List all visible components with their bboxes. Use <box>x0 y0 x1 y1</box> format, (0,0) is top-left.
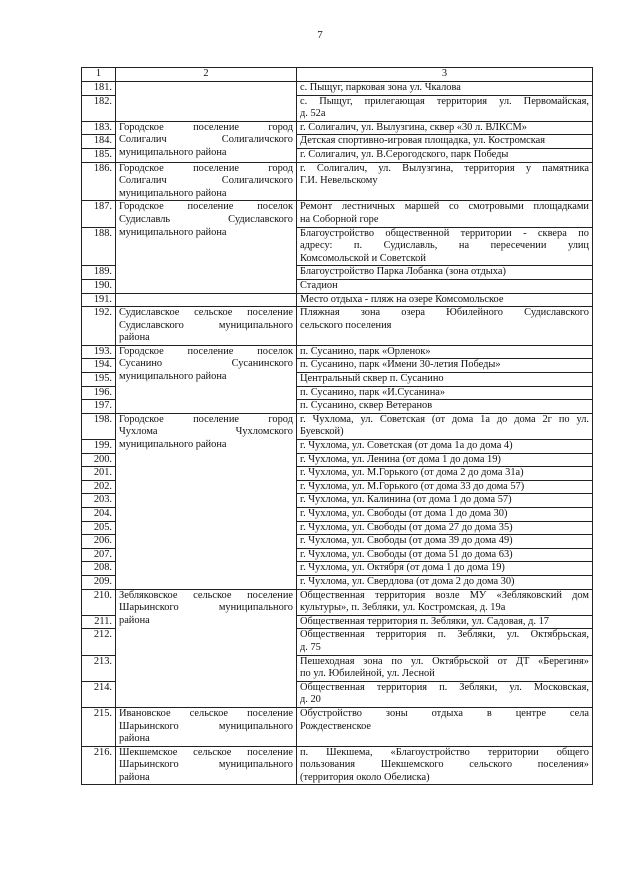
territory-description <box>297 307 593 346</box>
description-line: Ремонт лестничных маршей со смотровыми площадками <box>300 201 589 213</box>
description-line: Общественная территория возле МУ «Зебляковский дом <box>300 589 589 601</box>
description-line: Благоустройство общественной территории - сквера по <box>300 227 589 239</box>
page-number: 7 <box>317 29 323 41</box>
description-line: г. Чухлома, ул. М.Горького (от дома 33 до дома 57) <box>300 480 525 492</box>
territory-description <box>297 386 593 400</box>
row-number: 197. <box>82 400 116 414</box>
territory-description <box>297 508 593 522</box>
description-line: Общественная территория п. Зебляки, ул. Садовая, д. 17 <box>300 615 549 627</box>
territory-description <box>297 135 593 149</box>
municipality-line: Городское поселение поселок <box>119 345 293 357</box>
description-line: (территория около Обелиска) <box>300 771 430 783</box>
territory-description <box>297 95 593 121</box>
municipality-line: Шекшемское сельское поселение <box>119 746 293 758</box>
row-number: 202. <box>82 480 116 494</box>
row-number: 190. <box>82 279 116 293</box>
municipality-cell <box>116 707 297 746</box>
description-line: п. Сусанино, сквер Ветеранов <box>300 400 433 412</box>
territory-description <box>297 293 593 307</box>
description-line: Общественная территория п. Зебляки, ул. Октябрьская, <box>300 629 589 641</box>
row-number: 195. <box>82 373 116 387</box>
municipality-line: Шарьинского муниципального <box>119 720 293 732</box>
municipality-line: муниципального района <box>119 439 227 451</box>
description-line: адресу: п. Судиславль, на пересечении улиц <box>300 240 589 252</box>
description-line: Стадион <box>300 279 338 291</box>
description-line: г. Солигалич, ул. Вылузгина, территория у памятника <box>300 162 589 174</box>
table-row <box>82 413 593 439</box>
row-number: 206. <box>82 535 116 549</box>
row-number: 191. <box>82 293 116 307</box>
table-header-row <box>82 68 593 82</box>
territory-description <box>297 359 593 373</box>
row-number: 189. <box>82 266 116 280</box>
territory-description <box>297 589 593 615</box>
description-line: г. Чухлома, ул. Калинина (от дома 1 до дома 57) <box>300 494 512 506</box>
territory-description <box>297 615 593 629</box>
territory-description <box>297 453 593 467</box>
description-line: культуры», п. Зебляки, ул. Костромская, д. 19а <box>300 602 506 614</box>
territory-description <box>297 562 593 576</box>
territory-description <box>297 400 593 414</box>
municipality-line: Шарьинского муниципального <box>119 602 293 614</box>
territory-description <box>297 707 593 746</box>
municipality-cell-empty <box>116 293 297 307</box>
description-line: г. Чухлома, ул. Советская (от дома 1а до дома 4) <box>300 440 513 452</box>
description-line: Обустройство зоны отдыха в центре села <box>300 707 589 719</box>
row-number: 183. <box>82 121 116 135</box>
row-number: 210. <box>82 589 116 615</box>
municipality-line: Судиславль Судиславского <box>119 213 293 225</box>
municipality-line: Городское поселение поселок <box>119 201 293 213</box>
territory-description <box>297 162 593 201</box>
municipality-cell <box>116 589 297 707</box>
row-number: 203. <box>82 494 116 508</box>
description-line: г. Чухлома, ул. Ленина (от дома 1 до дома 19) <box>300 453 501 465</box>
municipality-line: Солигалич Солигаличского <box>119 134 293 146</box>
territory-description <box>297 575 593 589</box>
header-col-1: 1 <box>82 68 116 82</box>
territory-description <box>297 148 593 162</box>
row-number: 193. <box>82 345 116 359</box>
description-line: Г.И. Невельскому <box>300 175 378 187</box>
municipality-cell <box>116 201 297 293</box>
municipality-line: Городское поселение город <box>119 121 293 133</box>
row-number: 184. <box>82 135 116 149</box>
territory-description <box>297 440 593 454</box>
description-line: д. 20 <box>300 694 321 706</box>
territory-description <box>297 655 593 681</box>
territory-description <box>297 345 593 359</box>
municipality-line: района <box>119 332 150 344</box>
table-row <box>82 82 593 96</box>
row-number: 185. <box>82 148 116 162</box>
row-number: 186. <box>82 162 116 201</box>
table-row <box>82 307 593 346</box>
description-line: г. Солигалич, ул. В.Серогодского, парк Победы <box>300 148 509 160</box>
municipality-line: муниципального района <box>119 146 227 158</box>
description-line: с. Пыщуг, парковая зона ул. Чкалова <box>300 82 461 93</box>
municipality-cell <box>116 307 297 346</box>
row-number: 213. <box>82 655 116 681</box>
municipality-line: района <box>119 771 150 783</box>
description-line: д. 52а <box>300 108 326 120</box>
description-line: с. Пыщуг, прилегающая территория ул. Первомайская, <box>300 95 589 107</box>
row-number: 212. <box>82 629 116 655</box>
description-line: Общественная территория п. Зебляки, ул. Московская, <box>300 681 589 693</box>
municipality-line: муниципального района <box>119 226 227 238</box>
row-number: 207. <box>82 548 116 562</box>
table-row <box>82 707 593 746</box>
description-line: Центральный сквер п. Сусанино <box>300 373 444 385</box>
row-number: 200. <box>82 453 116 467</box>
row-number: 181. <box>82 82 116 96</box>
description-line: Благоустройство Парка Лобанка (зона отдыха) <box>300 266 506 278</box>
row-number: 192. <box>82 307 116 346</box>
row-number: 208. <box>82 562 116 576</box>
registry-table <box>81 67 593 785</box>
description-line: п. Сусанино, парк «Имени 30-летия Победы» <box>300 359 501 371</box>
row-number: 187. <box>82 201 116 227</box>
territory-description <box>297 548 593 562</box>
territory-description <box>297 121 593 135</box>
table-row <box>82 345 593 359</box>
description-line: г. Чухлома, ул. Советская (от дома 1а до дома 2г по ул. <box>300 413 589 425</box>
municipality-line: Судиславского муниципального <box>119 319 293 331</box>
row-number: 182. <box>82 95 116 121</box>
description-line: п. Сусанино, парк «И.Сусанина» <box>300 386 446 398</box>
header-col-2: 2 <box>116 68 297 82</box>
territory-description <box>297 494 593 508</box>
row-number: 214. <box>82 681 116 707</box>
territory-description <box>297 629 593 655</box>
municipality-cell <box>116 746 297 785</box>
municipality-cell <box>116 345 297 413</box>
description-line: г. Чухлома, ул. М.Горького (от дома 2 до дома 31а) <box>300 467 524 479</box>
description-line: Пляжная зона озера Юбилейного Судиславского <box>300 307 589 319</box>
municipality-line: Зебляковское сельское поселение <box>119 589 293 601</box>
municipality-line: муниципального района <box>119 371 227 383</box>
description-line: д. 75 <box>300 641 321 653</box>
municipality-line: Сусанино Сусанинского <box>119 358 293 370</box>
municipality-line: Ивановское сельское поселение <box>119 707 293 719</box>
territory-description <box>297 266 593 280</box>
municipality-line: Солигалич Солигаличского <box>119 175 293 187</box>
row-number: 194. <box>82 359 116 373</box>
row-number: 209. <box>82 575 116 589</box>
municipality-line: Городское поселение город <box>119 162 293 174</box>
row-number: 205. <box>82 521 116 535</box>
municipality-cell <box>116 121 297 162</box>
description-line: на Соборной горе <box>300 213 379 225</box>
row-number: 211. <box>82 615 116 629</box>
municipality-cell <box>116 413 297 589</box>
territory-description <box>297 535 593 549</box>
territory-description <box>297 413 593 439</box>
territory-description <box>297 373 593 387</box>
table-body <box>82 82 593 785</box>
description-line: Рождественское <box>300 720 372 732</box>
description-line: п. Сусанино, парк «Орленок» <box>300 345 431 357</box>
municipality-line: Судиславское сельское поселение <box>119 307 293 319</box>
municipality-line: района <box>119 614 150 626</box>
description-line: г. Солигалич, ул. Вылузгина, сквер «30 л. ВЛКСМ» <box>300 121 527 133</box>
description-line: пользования Шекшемского сельского поселения» <box>300 759 589 771</box>
description-line: по ул. Юбилейной, ул. Лесной <box>300 668 435 680</box>
description-line: Детская спортивно-игровая площадка, ул. Костромская <box>300 135 546 147</box>
row-number: 188. <box>82 227 116 266</box>
table-row <box>82 201 593 227</box>
description-line: г. Чухлома, ул. Октября (от дома 1 до дома 19) <box>300 562 505 574</box>
municipality-cell-empty <box>116 82 297 122</box>
header-col-3: 3 <box>297 68 593 82</box>
table-row <box>82 293 593 307</box>
description-line: Место отдыха - пляж на озере Комсомольское <box>300 293 504 305</box>
municipality-cell <box>116 162 297 201</box>
municipality-line: муниципального района <box>119 187 227 199</box>
description-line: г. Чухлома, ул. Свободы (от дома 51 до дома 63) <box>300 548 513 560</box>
description-line: Буевской) <box>300 426 344 438</box>
description-line: г. Чухлома, ул. Свободы (от дома 1 до дома 30) <box>300 508 508 519</box>
row-number: 204. <box>82 508 116 522</box>
row-number: 199. <box>82 440 116 454</box>
table-row <box>82 162 593 201</box>
territory-description <box>297 521 593 535</box>
table-row <box>82 746 593 785</box>
description-line: сельского поселения <box>300 319 392 331</box>
row-number: 198. <box>82 413 116 439</box>
table-row <box>82 589 593 615</box>
row-number: 196. <box>82 386 116 400</box>
description-line: г. Чухлома, ул. Свердлова (от дома 2 до дома 30) <box>300 575 515 587</box>
municipality-line: Шарьинского муниципального <box>119 759 293 771</box>
description-line: Пешеходная зона по ул. Октябрьской от ДТ «Берегиня» <box>300 655 589 667</box>
territory-description <box>297 279 593 293</box>
territory-description <box>297 467 593 481</box>
territory-description <box>297 201 593 227</box>
description-line: г. Чухлома, ул. Свободы (от дома 27 до дома 35) <box>300 521 513 533</box>
municipality-line: Чухлома Чухломского <box>119 426 293 438</box>
row-number: 215. <box>82 707 116 746</box>
territory-description <box>297 746 593 785</box>
territory-description <box>297 681 593 707</box>
municipality-line: района <box>119 733 150 745</box>
description-line: г. Чухлома, ул. Свободы (от дома 39 до дома 49) <box>300 535 513 547</box>
table-row <box>82 121 593 135</box>
row-number: 216. <box>82 746 116 785</box>
territory-description <box>297 227 593 266</box>
description-line: п. Шекшема, «Благоустройство территории общего <box>300 746 589 758</box>
municipality-line: Городское поселение город <box>119 413 293 425</box>
territory-description <box>297 480 593 494</box>
territory-description <box>297 82 593 96</box>
row-number: 201. <box>82 467 116 481</box>
description-line: Комсомольской и Советской <box>300 252 426 264</box>
